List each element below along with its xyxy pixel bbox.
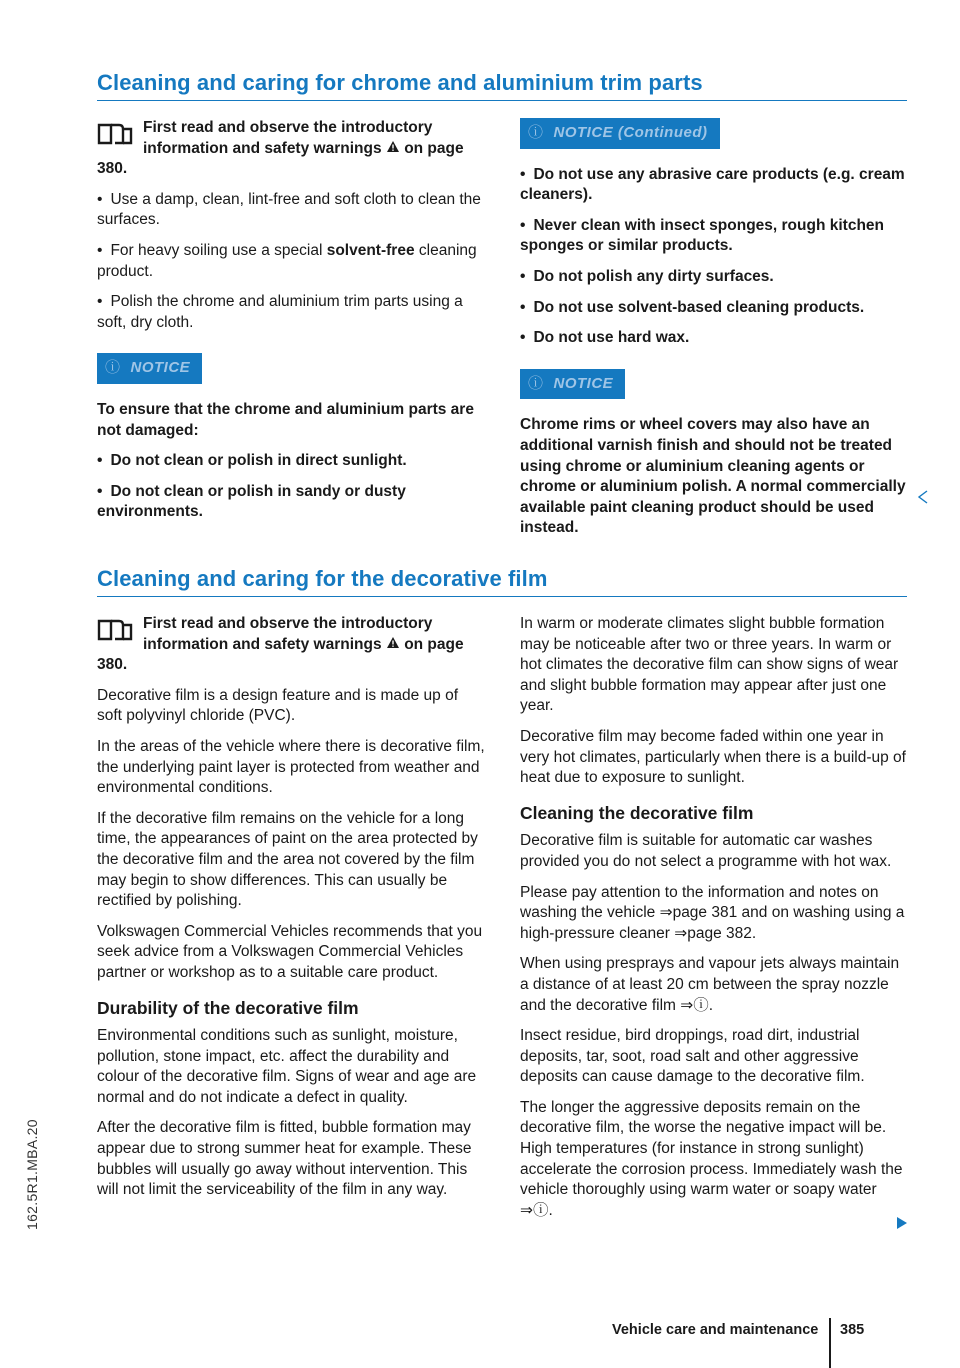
paragraph: If the decorative film remains on the vehicle for a long time, the appearances of paint on the area protected by the decorative film and the area not covered by the film may begin to show differences. This can usually be rectified by polishing.	[97, 809, 478, 910]
paragraph: When using presprays and vapour jets always maintain a distance of at least 20 cm between the spray nozzle and the decorative film ⇒ⓘ.	[520, 955, 900, 1014]
warning-triangle-icon	[386, 140, 400, 153]
paragraph: The longer the aggressive deposits remain on the decorative film, the worse the negative impact will be. High temperatures (for instance in strong sunlight) accelerate the corrosion process. Immediately wash the vehicle thoroughly using warm water or soapy water ⇒ⓘ.	[520, 1098, 903, 1219]
document-code: 162.5R1.MBA.20	[24, 1119, 40, 1230]
footer-divider	[829, 1318, 831, 1368]
notice-header: ⓘ NOTICE	[97, 353, 202, 384]
intro-note: First read and observe the introductory information and safety warnings on page 380.	[97, 119, 464, 178]
list-item: • For heavy soiling use a special solvent-free cleaning product.	[97, 241, 487, 282]
list-item: • Polish the chrome and aluminium trim parts using a soft, dry cloth.	[97, 292, 487, 333]
section2-right-column	[520, 614, 910, 1231]
paragraph: In the areas of the vehicle where there is decorative film, the underlying paint layer is protected from weather and environmental conditions.	[97, 737, 485, 797]
list-item: • Do not use any abrasive care products (e.g. cream cleaners).	[520, 165, 910, 206]
notice-text: Chrome rims or wheel covers may also have an additional varnish finish and should not be treated using chrome or aluminium cleaning agents or chrome or aluminium polish. A normal commercially available paint cleaning product should be used instead.	[520, 416, 906, 537]
cleaning-heading: Cleaning the decorative film	[520, 802, 754, 823]
paragraph: Decorative film may become faded within one year in very hot climates, particularly when there is a build-up of heat due to exposure to sunlight.	[520, 727, 906, 787]
list-item: • Do not use hard wax.	[520, 328, 910, 349]
notice-circle-icon: ⓘ	[105, 359, 121, 377]
continued-arrow-icon	[896, 1216, 908, 1230]
paragraph: After the decorative film is fitted, bubble formation may appear due to strong summer heat for example. These bubbles will usually go away without intervention. This will not limit the serviceability of the film in any way.	[97, 1119, 472, 1199]
footer-chapter: Vehicle care and maintenance	[612, 1322, 819, 1338]
list-item: • Do not polish any dirty surfaces.	[520, 267, 910, 288]
paragraph: In warm or moderate climates slight bubble formation may be noticeable after two or three years. In warm or hot climates the decorative film can show signs of wear and slight bubble formation may appear after just one year.	[520, 615, 899, 715]
section-rule	[97, 100, 907, 101]
section1-right-column	[520, 118, 910, 549]
notice-circle-icon: ⓘ	[528, 374, 544, 392]
list-item: • Use a damp, clean, lint-free and soft cloth to clean the surfaces.	[97, 190, 487, 231]
intro-note: First read and observe the introductory information and safety warnings on page 380.	[97, 615, 464, 674]
section-rule	[97, 596, 907, 597]
section-title-chrome: Cleaning and caring for chrome and aluminium trim parts	[97, 70, 703, 95]
paragraph: Decorative film is a design feature and is made up of soft polyvinyl chloride (PVC).	[97, 686, 458, 725]
durability-heading: Durability of the decorative film	[97, 997, 359, 1018]
section1-left-column	[97, 118, 487, 533]
book-icon	[97, 121, 137, 147]
notice-lead: To ensure that the chrome and aluminium parts are not damaged:	[97, 400, 474, 439]
paragraph: Decorative film is suitable for automatic car washes provided you do not select a programme with hot wax.	[520, 832, 892, 870]
section-end-icon	[918, 490, 928, 504]
notice-circle-icon: ⓘ	[528, 124, 544, 141]
paragraph: Please pay attention to the information and notes on washing the vehicle ⇒page 381 and on washing using a high-pressure cleaner ⇒page 382.	[520, 883, 905, 942]
page-number: 385	[840, 1322, 865, 1338]
section2-left-column	[97, 614, 487, 1211]
paragraph: Volkswagen Commercial Vehicles recommends that you seek advice from a Volkswagen Commercial Vehicles partner or workshop as to a suitable care product.	[97, 922, 483, 981]
paragraph: Environmental conditions such as sunlight, moisture, pollution, stone impact, etc. affect the durability and colour of the decorative film. Signs of wear and age are normal and do not indicate a defect in quality.	[97, 1027, 477, 1106]
list-item: • Do not use solvent-based cleaning products.	[520, 298, 910, 319]
notice-continued-header: ⓘ NOTICE (Continued)	[520, 118, 720, 149]
warning-triangle-icon	[386, 636, 400, 649]
notice-header: ⓘ NOTICE	[520, 369, 625, 400]
list-item: • Never clean with insect sponges, rough kitchen sponges or similar products.	[520, 216, 910, 257]
paragraph: Insect residue, bird droppings, road dirt, industrial deposits, tar, soot, road salt and other aggressive deposits can cause damage to the decorative film.	[520, 1027, 865, 1086]
list-item: • Do not clean or polish in sandy or dusty environments.	[97, 482, 487, 523]
book-icon	[97, 617, 137, 643]
list-item: • Do not clean or polish in direct sunlight.	[97, 451, 487, 472]
section-title-decorative-film: Cleaning and caring for the decorative film	[97, 566, 548, 591]
